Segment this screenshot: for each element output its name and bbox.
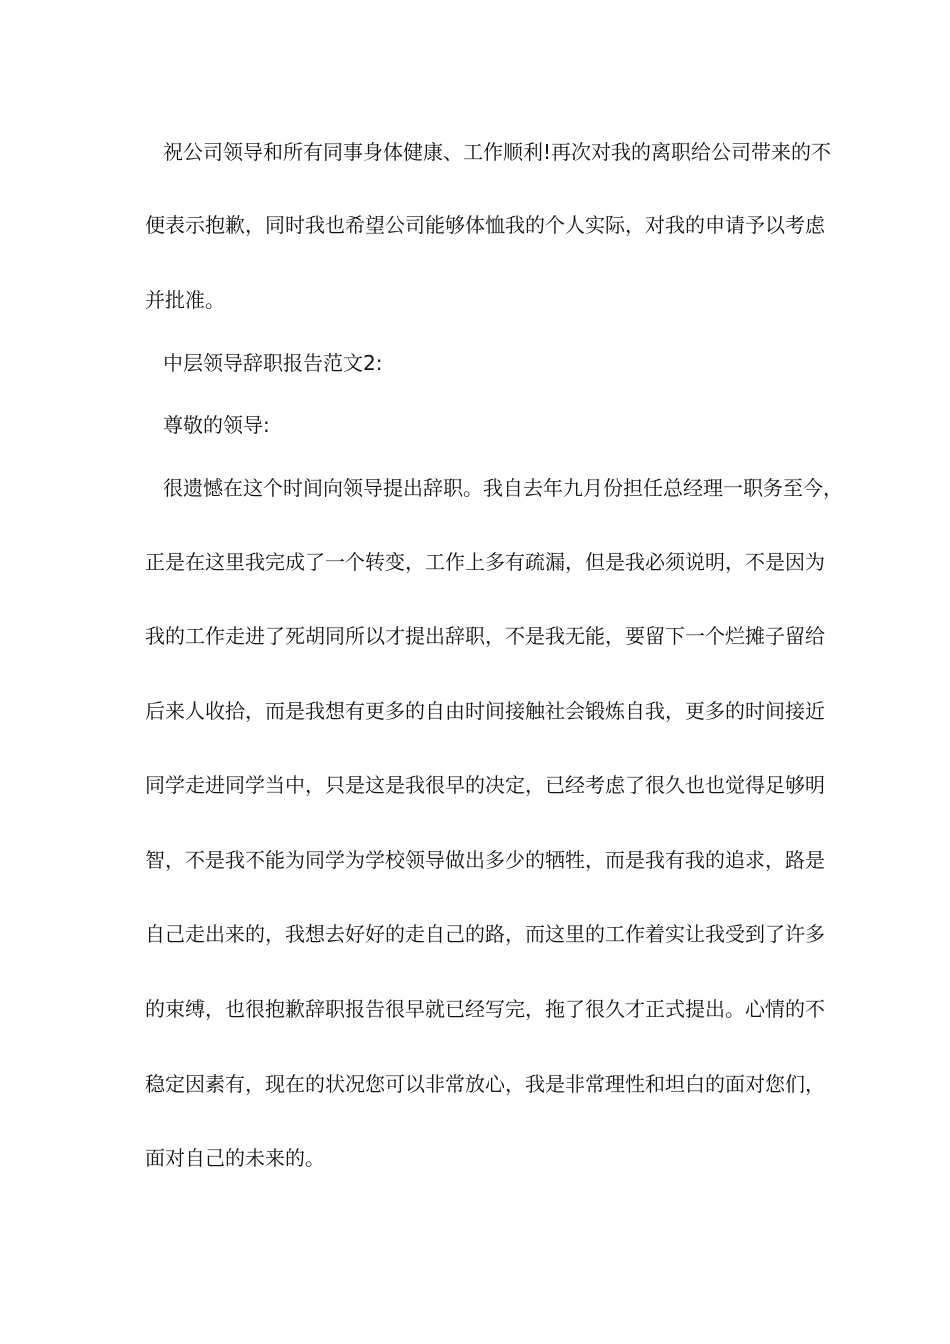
paragraph-line: 面对自己的未来的。 [145,1146,325,1170]
section-heading: 中层领导辞职报告范文2: [163,351,383,375]
paragraph-line: 我的工作走进了死胡同所以才提出辞职，不是我无能，要留下一个烂摊子留给 [145,624,825,648]
paragraph-line: 稳定因素有，现在的状况您可以非常放心，我是非常理性和坦白的面对您们， [145,1072,825,1096]
paragraph-line: 同学走进同学当中，只是这是我很早的决定，已经考虑了很久也也觉得足够明 [145,773,825,797]
paragraph-line: 自己走出来的，我想去好好的走自己的路，而这里的工作着实让我受到了许多 [145,922,825,946]
paragraph-line: 很遗憾在这个时间向领导提出辞职。我自去年九月份担任总经理一职务至今， [163,476,843,500]
salutation: 尊敬的领导: [163,413,270,437]
paragraph-line: 并批准。 [145,288,225,312]
paragraph-line: 后来人收拾，而是我想有更多的自由时间接触社会锻炼自我，更多的时间接近 [145,699,825,723]
paragraph-line: 的束缚，也很抱歉辞职报告很早就已经写完，拖了很久才正式提出。心情的不 [145,997,825,1021]
paragraph-line: 智，不是我不能为同学为学校领导做出多少的牺牲，而是我有我的追求，路是 [145,848,825,872]
paragraph-line: 正是在这里我完成了一个转变，工作上多有疏漏，但是我必须说明，不是因为 [145,550,825,574]
paragraph-line: 祝公司领导和所有同事身体健康、工作顺利!再次对我的离职给公司带来的不 [163,140,832,164]
paragraph-line: 便表示抱歉，同时我也希望公司能够体恤我的个人实际，对我的申请予以考虑 [145,213,825,237]
